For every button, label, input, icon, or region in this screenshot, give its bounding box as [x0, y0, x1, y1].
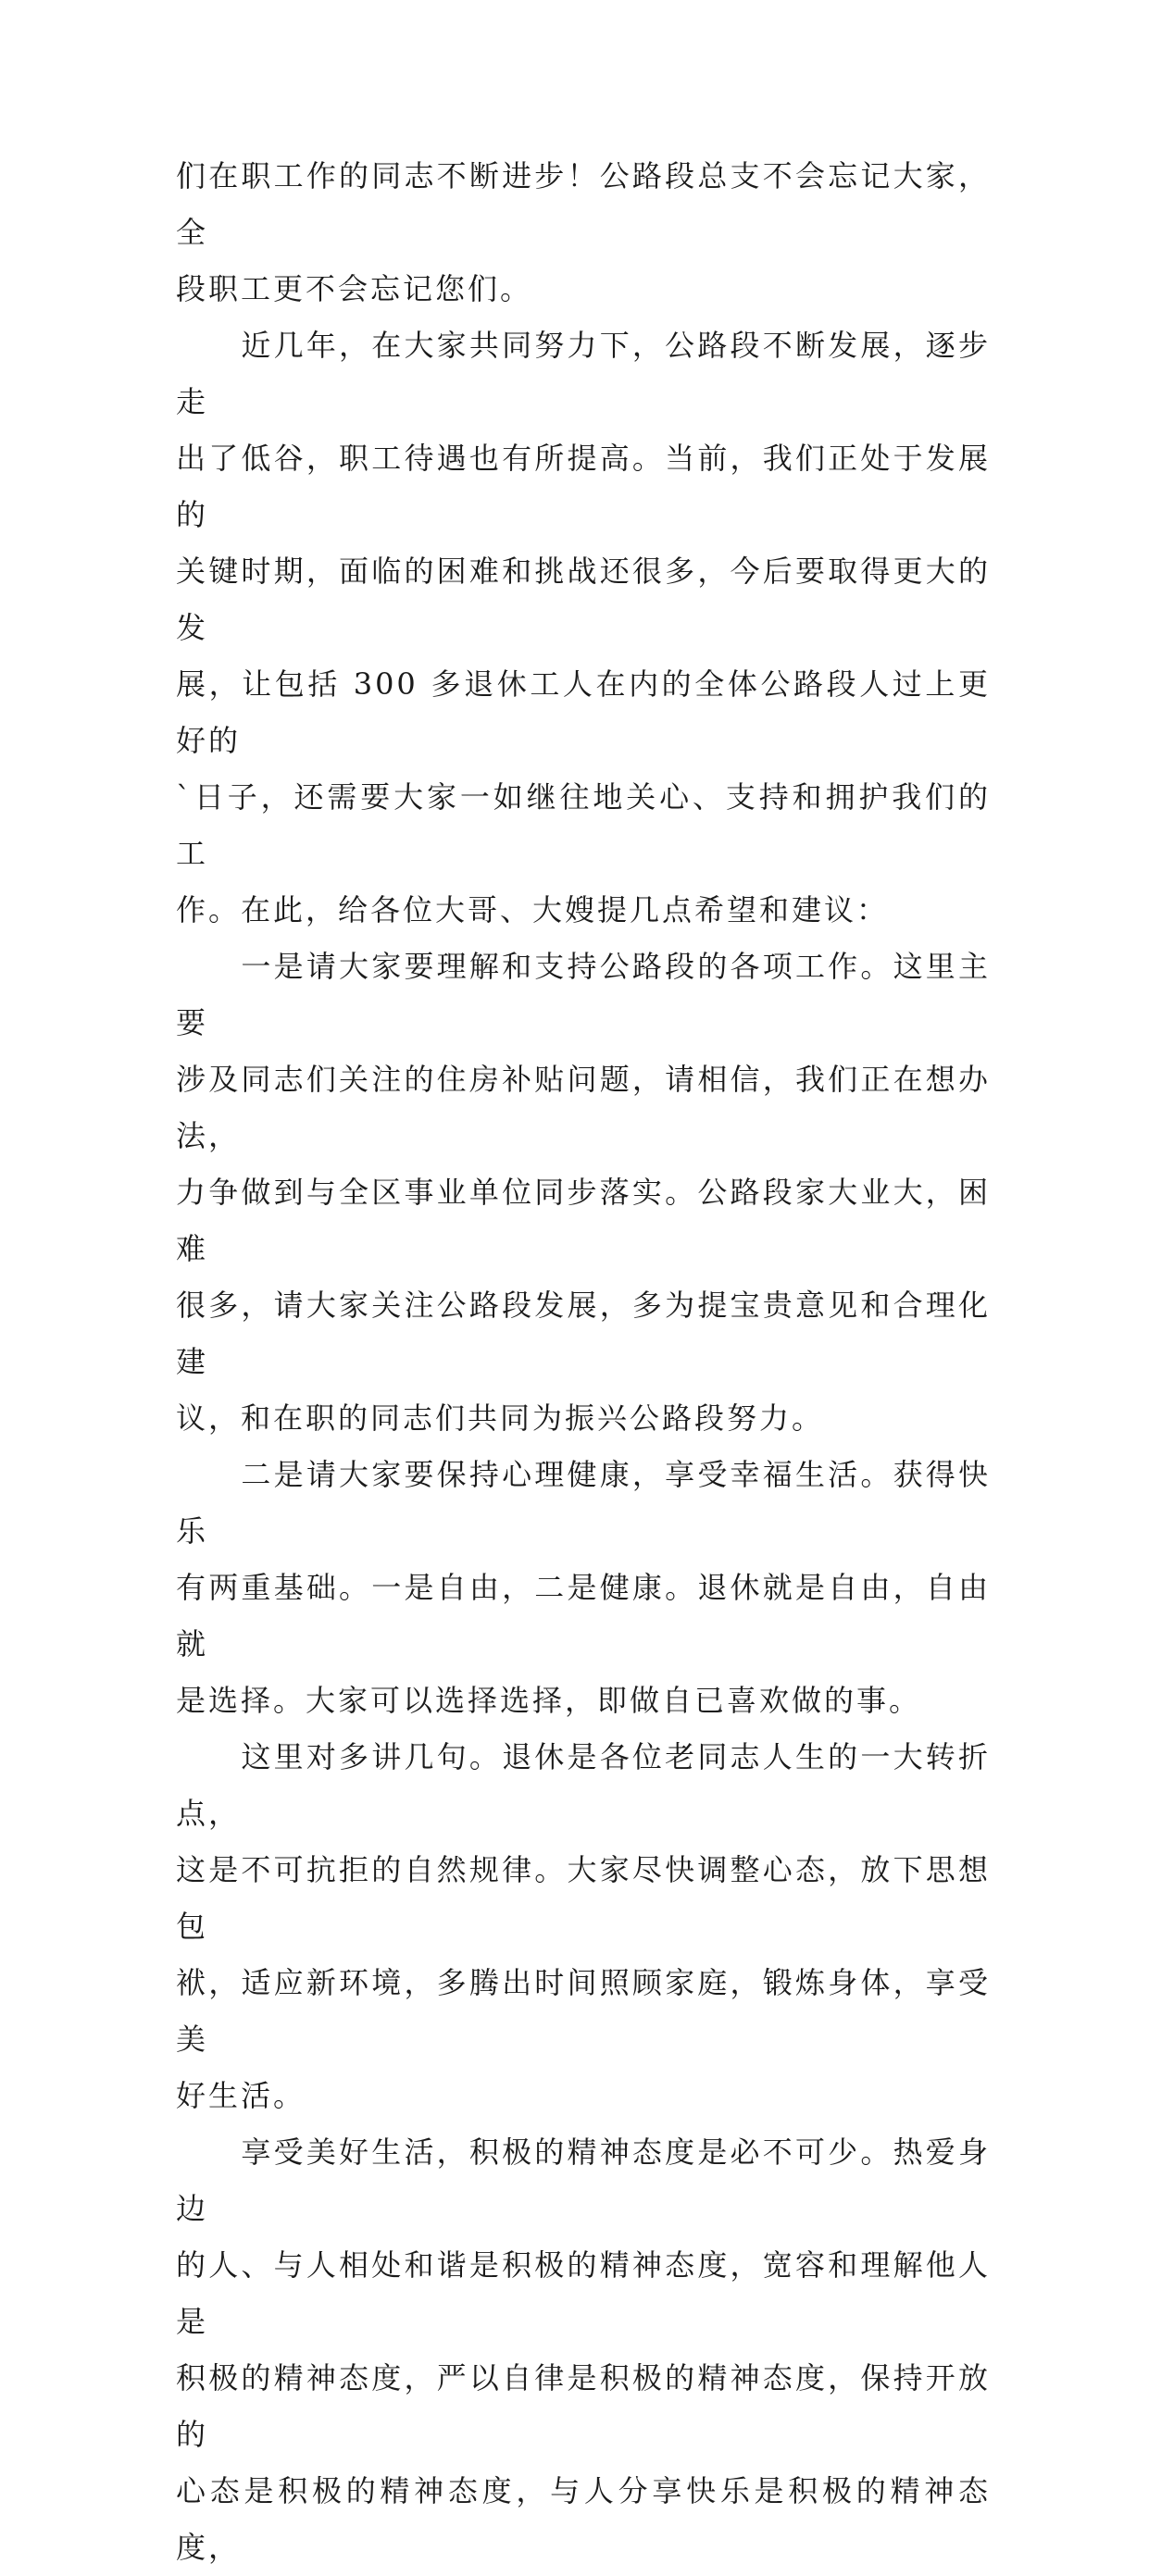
paragraph-6: 享受美好生活，积极的精神态度是必不可少。热爱身边 的人、与人相处和谐是积极的精神态度，宽容和理解他人是 积极的精神态度，严以自律是积极的精神态度，保持开放的 心态是积极的精神态度，与人分享快乐是积极的精神态度，: [176, 2134, 991, 2565]
paragraph-4: 二是请大家要保持心理健康，享受幸福生活。获得快乐 有两重基础。一是自由，二是健康。退休就是自由，自由就 是选择。大家可以选择选择，即做自已喜欢做的事。: [176, 1457, 991, 1718]
paragraph-5: 这里对多讲几句。退休是各位老同志人生的一大转折点， 这是不可抗拒的自然规律。大家尽快调整心态，放下思想包 袱，适应新环境，多腾出时间照顾家庭，锻炼身体，享受美 好生活。: [176, 1739, 991, 2113]
document-body: [176, 148, 991, 2576]
paragraph-1: 们在职工作的同志不断进步！公路段总支不会忘记大家，全 段职工更不会忘记您们。: [176, 158, 991, 306]
paragraph-3: 一是请大家要理解和支持公路段的各项工作。这里主要 涉及同志们关注的住房补贴问题，请相信，我们正在想办法， 力争做到与全区事业单位同步落实。公路段家大业大，困难 很多，请大家关注公路段发展，多为提宝贵意见和合理化建 议，和在职的同志们共同为振兴公路段努力。: [176, 949, 991, 1436]
paragraph-2: 近几年，在大家共同努力下，公路段不断发展，逐步走 出了低谷，职工待遇也有所提高。当前，我们正处于发展的 关键时期，面临的困难和挑战还很多，今后要取得更大的发 展，让包括 300 多退休工人在内的全体公路段人过上更好的 `日子，还需要大家一如继往地关心、支持和拥护我们的工 作。在此，给各位大哥、大嫂提几点希望和建议：: [176, 328, 991, 927]
